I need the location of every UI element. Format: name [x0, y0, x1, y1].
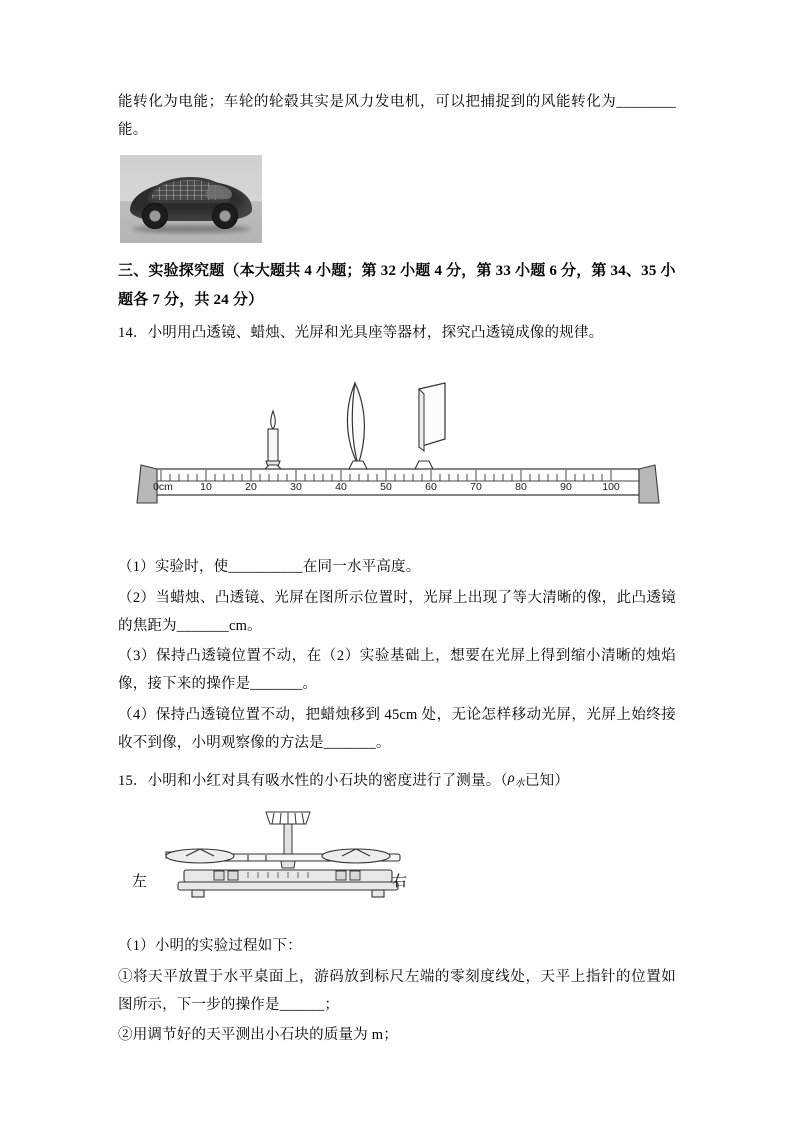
ruler-label-20: 20 [245, 481, 257, 494]
ruler-label-80: 80 [515, 481, 527, 494]
balance-left-label: 左 [132, 874, 148, 891]
rho-symbol [508, 765, 525, 793]
ruler-label-10: 10 [200, 481, 212, 494]
light-screen-icon [419, 383, 445, 451]
q15-item-2: ①将天平放置于水平桌面上，游码放到标尺左端的零刻度线处，天平上指针的位置如图所示，下一步的操作是______； [118, 968, 676, 1013]
holder-icons [265, 461, 433, 469]
rho-glyph: ρ [507, 771, 515, 787]
ruler-label-30: 30 [290, 481, 302, 494]
car-wheel-rear [212, 203, 238, 229]
ruler-label-100: 100 [602, 481, 620, 494]
beam-balance-svg [148, 808, 428, 920]
balance-right-label: 右 [392, 874, 408, 891]
q14-item-2: （2）当蜡烛、凸透镜、光屏在图所示位置时，光屏上出现了等大清晰的像，此凸透镜的焦距为_______cm。 [118, 589, 676, 634]
car-wheel-front [142, 203, 168, 229]
rho-subscript: 水 [514, 777, 525, 789]
q14-item-1: （1）实验时，使__________在同一水平高度。 [118, 559, 421, 576]
beam-balance-figure [132, 808, 428, 920]
top-paragraph: 能转化为电能；车轮的轮毂其实是风力发电机，可以把捕捉到的风能转化为________能。 [118, 94, 676, 139]
q14-item-4: （4）保持凸透镜位置不动，把蜡烛移到 45cm 处，无论怎样移动光屏，光屏上始终接收不到像，小明观察像的方法是_______。 [118, 706, 676, 751]
section-heading: 三、实验探究题（本大题共 4 小题；第 32 小题 4 分，第 33 小题 6 分，第 34、35 小题各 7 分，共 24 分） [118, 262, 676, 308]
candle-icon [266, 411, 280, 469]
ruler-label-0: 0cm [153, 481, 173, 494]
q14-stem: 14．小明用凸透镜、蜡烛、光屏和光具座等器材，探究凸透镜成像的规律。 [118, 325, 604, 342]
optical-bench-figure [127, 361, 667, 531]
optical-bench-svg [127, 361, 667, 531]
solar-car-figure [120, 155, 262, 243]
q15-item-3: ②用调节好的天平测出小石块的质量为 m； [118, 1027, 398, 1044]
ruler-label-60: 60 [425, 481, 437, 494]
ruler-label-40: 40 [335, 481, 347, 494]
q15-stem-prefix: 15．小明和小红对具有吸水性的小石块的密度进行了测量。（ [118, 773, 508, 790]
q15-stem-suffix: 已知） [524, 773, 570, 790]
balance-pointer-assembly [266, 812, 310, 824]
ruler-labels [155, 481, 639, 495]
q15-stem [118, 767, 676, 796]
q14-item-3: （3）保持凸透镜位置不动，在（2）实验基础上，想要在光屏上得到缩小清晰的烛焰像，接下来的操作是_______。 [118, 648, 676, 693]
q15-item-1: （1）小明的实验过程如下： [118, 938, 302, 955]
ruler-label-90: 90 [560, 481, 572, 494]
convex-lens-icon [347, 383, 364, 465]
ruler-label-50: 50 [380, 481, 392, 494]
ruler-label-70: 70 [470, 481, 482, 494]
